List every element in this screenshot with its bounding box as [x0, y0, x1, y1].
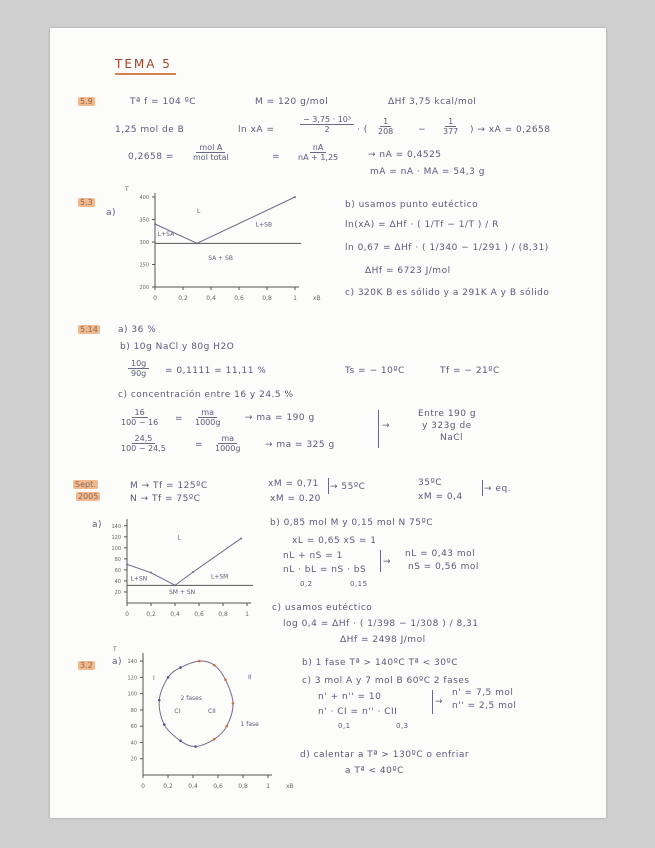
text-line: ln xA =	[238, 125, 275, 135]
problem-label-5-3: 5.3	[80, 198, 93, 207]
data-point	[179, 740, 182, 743]
region-label: L	[177, 534, 181, 542]
numerator: mol A	[196, 143, 225, 153]
y-tick-label: 100	[111, 545, 121, 552]
numerator: 1	[380, 117, 391, 127]
data-point	[225, 725, 228, 728]
y-tick-label: 100	[127, 691, 137, 698]
y-tick-label: 60	[130, 724, 137, 731]
text-line: ΔHf = 6723 J/mol	[365, 266, 451, 276]
numerator: − 3,75 · 10³	[300, 115, 354, 125]
data-point	[196, 242, 198, 244]
y-tick-label: 140	[127, 659, 137, 666]
text-line: d) calentar a Tª > 130ºC o enfriar	[300, 750, 470, 760]
text-line: → ma = 325 g	[265, 440, 335, 450]
y-tick-label: 20	[130, 756, 137, 763]
text-line: nL = 0,43 mol	[405, 549, 476, 559]
x-tick-label: 0,2	[163, 783, 173, 790]
x-axis-label: xB	[286, 783, 294, 790]
data-point	[163, 723, 166, 726]
text-line: n'' = 2,5 mol	[452, 701, 517, 711]
text-line: ΔHf = 2498 J/mol	[340, 635, 426, 645]
text-line: 0,3	[396, 722, 409, 730]
y-axis-label: T	[125, 186, 129, 193]
data-point	[154, 223, 156, 225]
text-line: · (	[357, 125, 368, 135]
numerator: nA	[310, 143, 327, 153]
text-line: nS = 0,56 mol	[408, 562, 479, 572]
y-tick-label: 40	[114, 578, 121, 585]
text-line: ) → xA = 0,2658	[470, 125, 551, 135]
text-line: Ts = − 10ºC	[345, 366, 405, 376]
x-tick-label: 0,4	[188, 783, 198, 790]
region-label: L+SB	[255, 221, 273, 229]
data-point	[150, 572, 152, 574]
numerator: 10g	[128, 359, 149, 369]
numerator: ma	[198, 408, 217, 418]
data-point	[224, 678, 227, 681]
denominator: 377	[443, 127, 459, 136]
data-point	[198, 660, 201, 663]
y-tick-label: 80	[114, 556, 121, 563]
y-tick-label: 200	[139, 285, 149, 291]
problem-label-5-9: 5.9	[80, 97, 93, 106]
text-line: b) 0,85 mol M y 0,15 mol N 75ºC	[270, 518, 434, 528]
text-line: nL + nS = 1	[283, 551, 343, 561]
text-line: c) 3 mol A y 7 mol B 60ºC 2 fases	[302, 676, 470, 686]
text-line: −	[418, 125, 427, 135]
region-label: CI	[174, 708, 181, 716]
denominator: nA + 1,25	[298, 153, 339, 162]
x-tick-label: 1	[245, 611, 249, 618]
text-line: → 55ºC	[330, 482, 366, 492]
text-line: Entre 190 g	[418, 409, 477, 419]
page-title: TEMA 5	[115, 57, 176, 75]
region-label: L+SM	[211, 573, 229, 581]
x-tick-label: 1	[266, 783, 270, 790]
text-line: =	[272, 152, 281, 162]
x-tick-label: 0,8	[218, 611, 228, 618]
text-line: c) 320K B es sólido y a 291K A y B sólido	[345, 288, 550, 298]
data-point	[194, 745, 197, 748]
arrow: →	[382, 421, 391, 431]
data-point	[294, 196, 296, 198]
text-line: xM = 0,71	[268, 479, 319, 489]
region-label: I	[153, 674, 155, 682]
text-line: xM = 0,4	[418, 492, 463, 502]
y-tick-label: 350	[139, 217, 149, 224]
molar-mass: M = 120 g/mol	[255, 97, 329, 107]
text-line: y 323g de	[422, 421, 472, 431]
data-point	[240, 537, 242, 539]
text-line: =	[195, 440, 204, 450]
text-line: = 0,1111 = 11,11 %	[165, 366, 267, 376]
arrow: →	[435, 697, 444, 707]
liquidus-line	[155, 197, 295, 243]
problem-label-sept: Sept.	[75, 480, 96, 489]
text-line: b) 1 fase Tª > 140ºC Tª < 30ºC	[302, 658, 458, 668]
text-line: → eq.	[484, 484, 512, 494]
text-line: ln(xA) = ΔHf · ( 1/Tf − 1/T ) / R	[345, 220, 499, 230]
region-label: II	[248, 673, 252, 681]
x-tick-label: 0,6	[194, 611, 204, 618]
denominator: 1000g	[215, 444, 241, 453]
text-line: nL · bL = nS · bS	[283, 565, 367, 575]
denominator: 100 − 24,5	[121, 444, 166, 453]
region-label: 2 fases	[180, 695, 202, 703]
data-point	[167, 676, 170, 679]
x-tick-label: 0,2	[178, 295, 188, 302]
data-point	[174, 584, 176, 586]
y-tick-label: 300	[139, 240, 149, 246]
text-line: ln 0,67 = ΔHf · ( 1/340 − 1/291 ) / (8,31)	[345, 243, 549, 253]
arrow: →	[383, 557, 392, 567]
region-label: L	[197, 207, 201, 215]
region-label: L+SA	[157, 231, 175, 239]
x-tick-label: 0	[141, 783, 145, 790]
data-point	[192, 571, 194, 573]
numerator: 24,5	[132, 434, 156, 444]
part-label: a)	[106, 208, 117, 218]
denominator: 208	[378, 127, 394, 136]
text-line: b) 10g NaCl y 80g H2O	[120, 342, 235, 352]
region-label: SM + SN	[169, 589, 196, 597]
part-label: a)	[92, 520, 103, 530]
x-axis-label: xB	[313, 295, 321, 302]
x-tick-label: 0,6	[234, 295, 244, 302]
data-point	[179, 666, 182, 669]
data-point	[213, 664, 216, 667]
problem-label-year: 2005	[78, 492, 99, 501]
data-point	[158, 699, 161, 702]
y-tick-label: 20	[114, 589, 121, 596]
y-tick-label: 250	[139, 262, 149, 269]
text-line: 0,15	[350, 580, 368, 588]
y-tick-label: 40	[130, 740, 137, 747]
text-line: 0,2658 =	[128, 152, 174, 162]
x-tick-label: 0	[153, 295, 157, 302]
problem-label-3-2: 3.2	[80, 661, 93, 670]
text-line: b) usamos punto eutéctico	[345, 200, 479, 210]
x-tick-label: 0,2	[146, 611, 156, 618]
text-line: n' · CI = n'' · CII	[318, 707, 398, 717]
text-line: NaCl	[440, 433, 464, 443]
denominator: 100 − 16	[121, 418, 159, 427]
region-label: CII	[208, 708, 216, 716]
text-line: Tf = − 21ºC	[440, 366, 500, 376]
x-tick-label: 0	[125, 611, 129, 618]
text-line: → ma = 190 g	[245, 413, 315, 423]
text-line: log 0,4 = ΔHf · ( 1/398 − 1/308 ) / 8,31	[283, 619, 479, 629]
y-tick-label: 120	[111, 534, 121, 541]
region-label: SA + SB	[208, 255, 233, 262]
text-line: 0,1	[338, 722, 351, 730]
text-line: 0,2	[300, 580, 313, 588]
x-tick-label: 0,6	[213, 783, 223, 790]
region-label: 1 fase	[240, 721, 259, 729]
x-tick-label: 0,4	[170, 611, 180, 618]
y-axis-label: T	[113, 646, 117, 653]
data-point	[213, 738, 216, 741]
text-line: xL = 0,65 xS = 1	[292, 536, 377, 546]
text-line: n' = 7,5 mol	[452, 688, 514, 698]
data-point	[126, 563, 128, 565]
region-label: L+SN	[130, 575, 148, 583]
text-line: → nA = 0,4525	[368, 150, 442, 160]
denominator: 2	[324, 125, 330, 134]
denominator: mol total	[193, 153, 229, 162]
denominator: 90g	[131, 369, 147, 378]
text-line: xM = 0.20	[270, 494, 321, 504]
y-tick-label: 80	[130, 707, 137, 714]
text-line: c) concentración entre 16 y 24.5 %	[118, 390, 294, 400]
text-line: c) usamos eutéctico	[272, 603, 373, 613]
text-line: a) 36 %	[118, 325, 157, 335]
denominator: 1000g	[195, 418, 221, 427]
y-tick-label: 120	[127, 675, 137, 682]
x-tick-label: 1	[293, 295, 297, 302]
y-tick-label: 140	[111, 523, 121, 530]
enthalpy: ΔHf 3,75 kcal/mol	[388, 97, 477, 107]
text-line: 35ºC	[418, 478, 442, 488]
y-tick-label: 400	[139, 195, 149, 201]
text-line: 1,25 mol de B	[115, 125, 185, 135]
numerator: 1	[445, 117, 456, 127]
text-line: =	[175, 414, 184, 424]
text-line: n' + n'' = 10	[318, 692, 382, 702]
text-line: a Tª < 40ºC	[345, 766, 404, 776]
data-point	[232, 702, 235, 705]
text-line: mA = nA · MA = 54,3 g	[370, 167, 485, 177]
numerator: ma	[218, 434, 237, 444]
part-label: a)	[112, 657, 123, 667]
x-tick-label: 0,8	[262, 295, 272, 302]
x-tick-label: 0,4	[206, 295, 216, 302]
problem-label-5-14: 5.14	[80, 325, 98, 334]
x-tick-label: 0,8	[238, 783, 248, 790]
text-line: M → Tf = 125ºC	[130, 481, 208, 491]
melting-temp: Tª f = 104 ºC	[130, 97, 197, 107]
text-line: N → Tf = 75ºC	[130, 494, 201, 504]
numerator: 16	[132, 408, 148, 418]
solubility-curve	[159, 661, 233, 747]
y-tick-label: 60	[114, 567, 121, 574]
